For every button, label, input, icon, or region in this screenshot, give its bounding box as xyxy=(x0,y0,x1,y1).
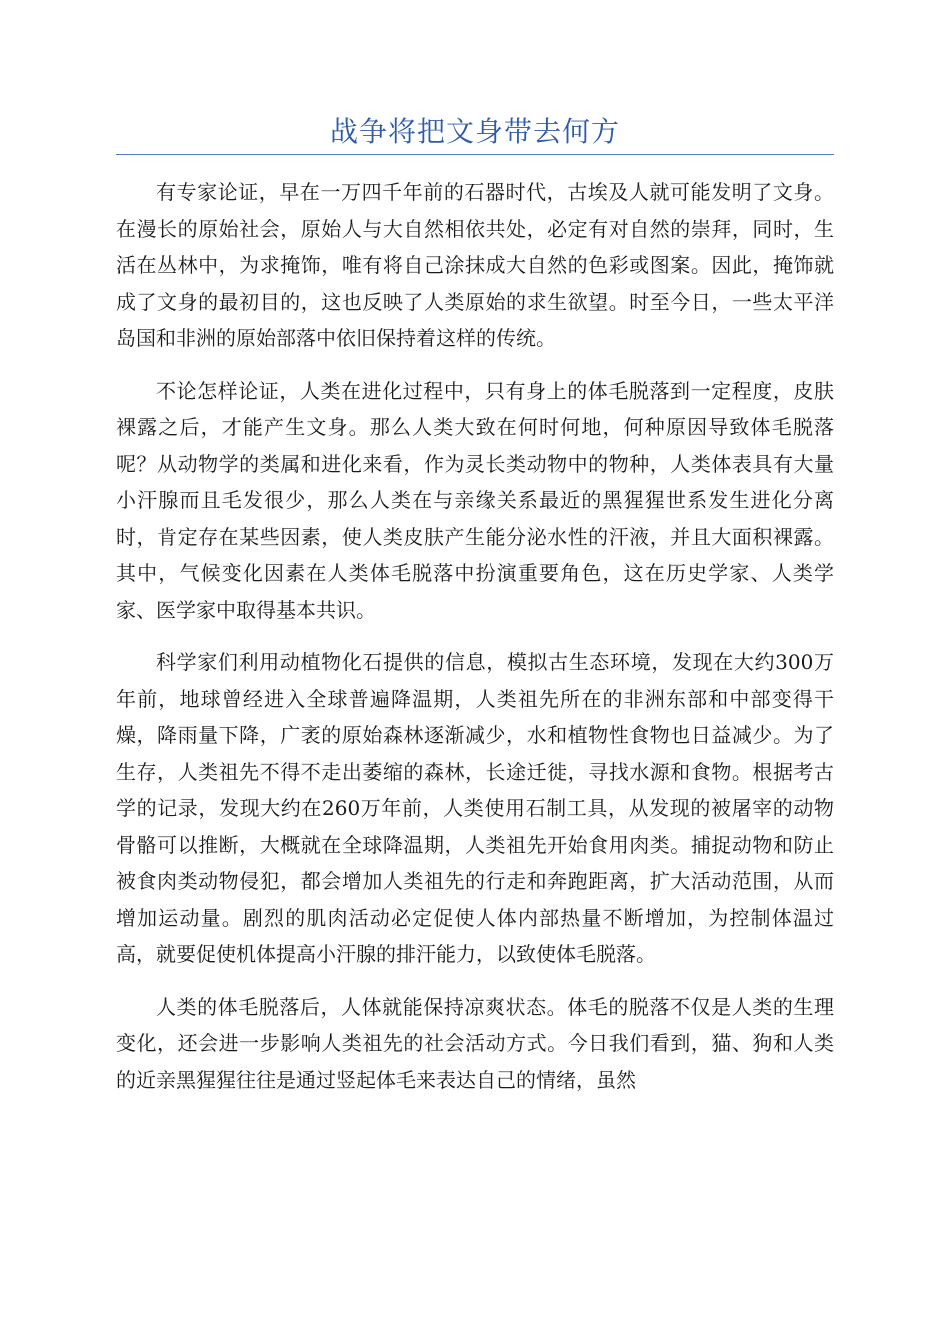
document-title: 战争将把文身带去何方 xyxy=(329,115,620,148)
title-underline xyxy=(116,154,834,155)
document-body xyxy=(116,174,834,1114)
paragraph-3: 科学家们利用动植物化石提供的信息，模拟古生态环境，发现在大约300万年前，地球曾经进入全球普遍降温期，人类祖先所在的非洲东部和中部变得干燥，降雨量下降，广袤的原始森林逐渐减少，水和植物性食物也日益减少。为了生存，人类祖先不得不走出萎缩的森林，长途迁徙，寻找水源和食物。根据考古学的记录，发现大约在260万年前，人类使用石制工具，从发现的被屠宰的动物骨骼可以推断，大概就在全球降温期，人类祖先开始食用肉类。捕捉动物和防止被食肉类动物侵犯，都会增加人类祖先的行走和奔跑距离，扩大活动范围，从而增加运动量。剧烈的肌肉活动必定促使人体内部热量不断增加，为控制体温过高，就要促使机体提高小汗腺的排汗能力，以致使体毛脱落。 xyxy=(116,650,834,966)
paragraph-2: 不论怎样论证，人类在进化过程中，只有身上的体毛脱落到一定程度，皮肤裸露之后，才能产生文身。那么人类大致在何时何地，何种原因导致体毛脱落呢？从动物学的类属和进化来看，作为灵长类动物中的物种，人类体表具有大量小汗腺而且毛发很少，那么人类在与亲缘关系最近的黑猩猩世系发生进化分离时，肯定存在某些因素，使人类皮肤产生能分泌水性的汗液，并且大面积裸露。其中，气候变化因素在人类体毛脱落中扮演重要角色，这在历史学家、人类学家、医学家中取得基本共识。 xyxy=(116,378,834,622)
paragraph-1: 有专家论证，早在一万四千年前的石器时代，古埃及人就可能发明了文身。在漫长的原始社会，原始人与大自然相依共处，必定有对自然的崇拜，同时，生活在丛林中，为求掩饰，唯有将自己涂抹成大自然的色彩或图案。因此，掩饰就成了文身的最初目的，这也反映了人类原始的求生欲望。时至今日，一些太平洋岛国和非洲的原始部落中依旧保持着这样的传统。 xyxy=(116,180,834,350)
paragraph-4: 人类的体毛脱落后，人体就能保持凉爽状态。体毛的脱落不仅是人类的生理变化，还会进一步影响人类祖先的社会活动方式。今日我们看到，猫、狗和人类的近亲黑猩猩往往是通过竖起体毛来表达自己的情绪，虽然 xyxy=(116,994,834,1092)
